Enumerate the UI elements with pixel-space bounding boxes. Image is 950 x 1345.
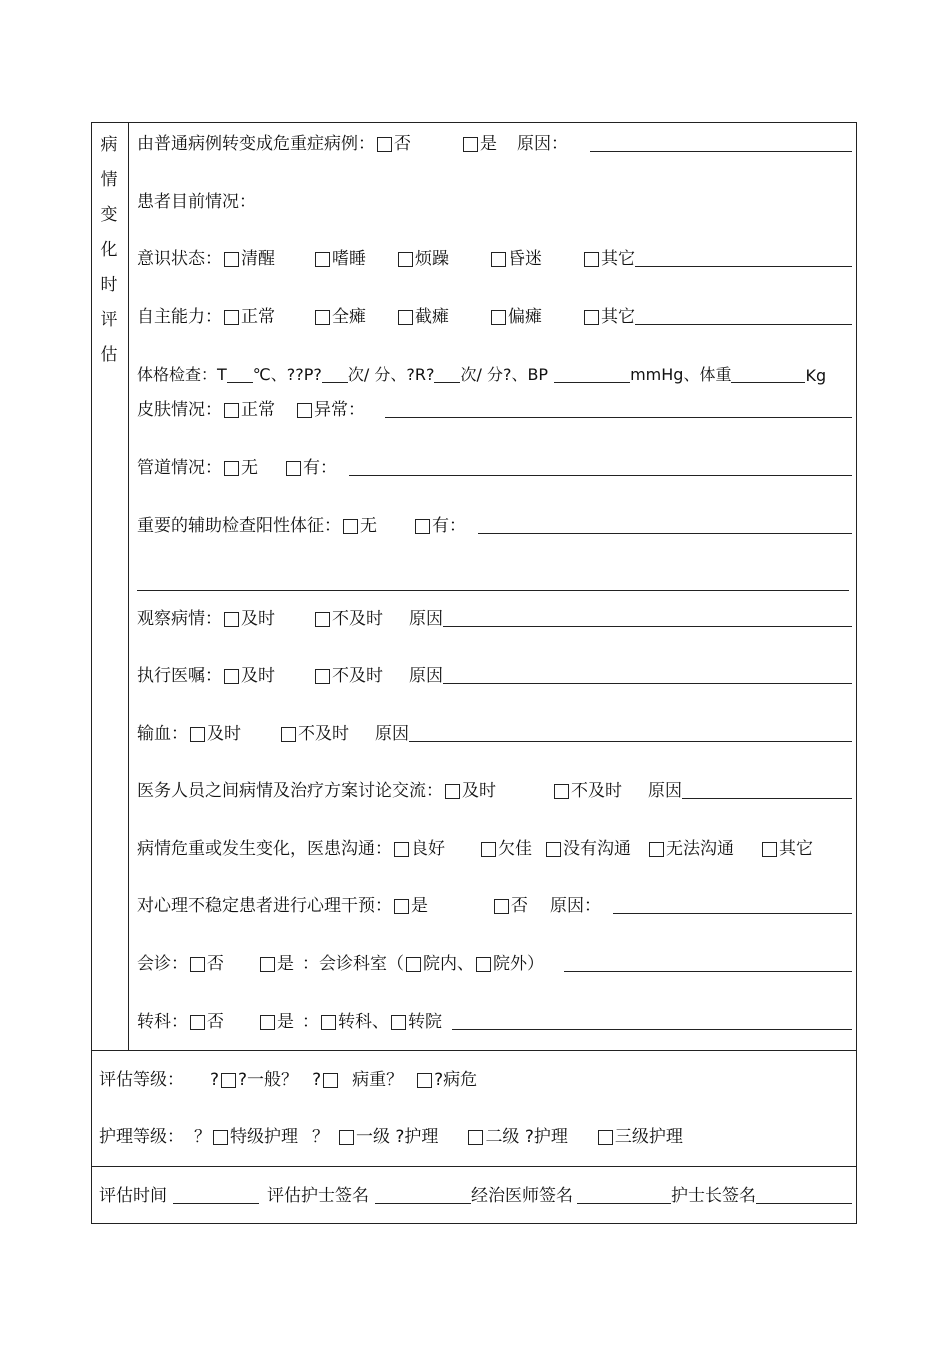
reason-input[interactable]: [613, 912, 852, 914]
head-nurse-signature-label: 护士长签名: [671, 1186, 756, 1206]
option-label: 三级护理: [614, 1127, 683, 1147]
unit-label: Kg: [805, 366, 827, 385]
pulse-input[interactable]: [322, 381, 348, 383]
checkbox[interactable]: [394, 899, 409, 914]
row-skin: [137, 396, 852, 420]
column-divider: [128, 122, 129, 1051]
option-label: 及时: [462, 781, 496, 801]
option-label: ?一般？: [238, 1070, 299, 1090]
row-label: 护理等级：: [99, 1127, 184, 1147]
consult-dept-label: ：会诊科室（: [302, 954, 404, 974]
doctor-signature-input[interactable]: [577, 1202, 671, 1204]
row-discussion: [137, 777, 852, 801]
option-label: 无法沟通: [666, 839, 734, 859]
row-assessment-level: [99, 1066, 852, 1090]
option-label: 正常: [241, 307, 275, 327]
option-label: 转院: [408, 1012, 442, 1032]
checkbox[interactable]: [476, 957, 491, 972]
option-label: 是: [277, 1012, 294, 1032]
divider-2: [91, 1166, 857, 1167]
option-label: 及时: [241, 609, 275, 629]
option-label: 不及时: [298, 724, 349, 744]
title-char: 时: [100, 275, 118, 295]
row-label: 管道情况：: [137, 458, 222, 478]
option-label: 其它: [779, 839, 813, 859]
row-label: 皮肤情况：: [137, 400, 222, 420]
checkbox[interactable]: [398, 252, 413, 267]
row-transfusion: [137, 720, 852, 744]
checkbox[interactable]: [224, 403, 239, 418]
checkbox[interactable]: [584, 252, 599, 267]
option-label: 及时: [241, 666, 275, 686]
checkbox[interactable]: [315, 669, 330, 684]
checkbox[interactable]: [339, 1130, 354, 1145]
checkbox[interactable]: [281, 727, 296, 742]
option-label: 不及时: [332, 666, 383, 686]
option-label: 二级 ?护理: [485, 1127, 568, 1147]
unit-label: 次/ 分、?R?: [347, 365, 435, 384]
checkbox[interactable]: [315, 252, 330, 267]
checkbox[interactable]: [224, 612, 239, 627]
checkbox[interactable]: [415, 519, 430, 534]
option-label: 否: [207, 954, 224, 974]
temperature-input[interactable]: [227, 381, 253, 383]
reason-input[interactable]: [682, 797, 852, 799]
row-signatures: [99, 1182, 852, 1206]
checkbox[interactable]: [343, 519, 358, 534]
symbol: ?: [210, 1070, 220, 1090]
unit-label: mmHg、体重: [630, 365, 732, 384]
checkbox[interactable]: [224, 252, 239, 267]
row-label: 评估等级：: [99, 1070, 184, 1090]
checkbox[interactable]: [598, 1130, 613, 1145]
nurse-signature-input[interactable]: [375, 1202, 471, 1204]
option-label: 院内、: [423, 954, 474, 974]
vertical-title: [95, 128, 123, 373]
option-label: 昏迷: [508, 249, 542, 269]
option-label: 截瘫: [415, 307, 449, 327]
assessment-time-label: 评估时间: [99, 1186, 167, 1206]
checkbox[interactable]: [649, 842, 664, 857]
row-psychological: [137, 892, 852, 916]
option-label: 烦躁: [415, 249, 449, 269]
checkbox[interactable]: [224, 461, 239, 476]
skin-abnormal-input[interactable]: [385, 416, 852, 418]
option-label: 欠佳: [498, 839, 532, 859]
row-label: 执行医嘱：: [137, 666, 222, 686]
option-label: 嗜睡: [332, 249, 366, 269]
symbol: ?: [312, 1070, 322, 1090]
consult-dept-input[interactable]: [564, 970, 852, 972]
checkbox[interactable]: [377, 137, 392, 152]
row-label: 病情危重或发生变化，医患沟通：: [137, 839, 392, 859]
row-autonomy: [137, 303, 852, 327]
option-label: 是: [411, 896, 428, 916]
transfer-sep: ：: [302, 1012, 319, 1032]
row-label: 由普通病例转变成危重症病例：: [137, 134, 375, 154]
checkbox[interactable]: [394, 842, 409, 857]
checkbox[interactable]: [481, 842, 496, 857]
row-label: 观察病情：: [137, 609, 222, 629]
checkbox[interactable]: [221, 1073, 236, 1088]
reason-label: 原因: [648, 781, 682, 801]
row-current-status: [137, 188, 852, 212]
transfer-input[interactable]: [452, 1028, 852, 1030]
option-label: 其它: [601, 307, 635, 327]
assessment-time-input[interactable]: [173, 1202, 259, 1204]
doctor-signature-label: 经治医师签名: [471, 1186, 573, 1206]
checkbox[interactable]: [491, 252, 506, 267]
option-label: 是: [480, 134, 497, 154]
row-label: 重要的辅助检查阳性体征：: [137, 516, 341, 536]
weight-input[interactable]: [731, 381, 805, 383]
checkbox[interactable]: [584, 310, 599, 325]
reason-label: 原因: [375, 724, 409, 744]
row-physical-exam: [137, 361, 860, 385]
row-observation: [137, 605, 852, 629]
row-label: 转科：: [137, 1012, 188, 1032]
option-label: 否: [511, 896, 528, 916]
checkbox[interactable]: [406, 957, 421, 972]
unit-label: ℃、??P?: [252, 365, 322, 384]
checkbox[interactable]: [546, 842, 561, 857]
checkbox[interactable]: [297, 403, 312, 418]
checkbox[interactable]: [190, 727, 205, 742]
row-positive-signs: [137, 512, 852, 536]
row-consciousness: [137, 245, 852, 269]
option-label: 全瘫: [332, 307, 366, 327]
positive-signs-line-2[interactable]: [137, 590, 849, 591]
head-nurse-signature-input[interactable]: [756, 1202, 852, 1204]
checkbox[interactable]: [315, 310, 330, 325]
reason-label: 原因：: [517, 134, 568, 154]
row-orders: [137, 662, 852, 686]
other-input[interactable]: [635, 265, 852, 267]
reason-input[interactable]: [443, 625, 852, 627]
option-label: 否: [394, 134, 411, 154]
row-label: 自主能力：: [137, 307, 222, 327]
checkbox[interactable]: [321, 1015, 336, 1030]
option-label: 及时: [207, 724, 241, 744]
row-label: 体格检查：T: [137, 365, 227, 384]
row-tubes: [137, 454, 852, 478]
option-label: 院外）: [493, 954, 544, 974]
option-label: 特级护理: [230, 1127, 298, 1147]
row-critical-transition: [137, 130, 852, 154]
checkbox[interactable]: [315, 612, 330, 627]
checkbox[interactable]: [190, 1015, 205, 1030]
respiration-input[interactable]: [434, 381, 460, 383]
row-label: 会诊：: [137, 954, 188, 974]
positive-signs-input[interactable]: [478, 532, 852, 534]
row-label: 患者目前情况：: [137, 192, 256, 212]
checkbox[interactable]: [417, 1073, 432, 1088]
tubes-input[interactable]: [349, 474, 852, 476]
title-char: 变: [100, 205, 118, 225]
option-label: 无: [360, 516, 377, 536]
checkbox[interactable]: [491, 310, 506, 325]
checkbox[interactable]: [224, 669, 239, 684]
option-label: 其它: [601, 249, 635, 269]
title-char: 情: [100, 170, 118, 190]
bp-input[interactable]: [554, 381, 630, 383]
title-char: 估: [100, 345, 118, 365]
title-char: 化: [100, 240, 118, 260]
reason-input[interactable]: [443, 682, 852, 684]
reason-label: 原因：: [550, 896, 601, 916]
checkbox[interactable]: [190, 957, 205, 972]
option-label: 无: [241, 458, 258, 478]
checkbox[interactable]: [463, 137, 478, 152]
option-label: 清醒: [241, 249, 275, 269]
option-label: 转科、: [338, 1012, 389, 1032]
checkbox[interactable]: [494, 899, 509, 914]
checkbox[interactable]: [445, 784, 460, 799]
row-label: 对心理不稳定患者进行心理干预：: [137, 896, 392, 916]
option-label: 病重？: [352, 1070, 404, 1090]
checkbox[interactable]: [224, 310, 239, 325]
checkbox[interactable]: [260, 957, 275, 972]
other-input[interactable]: [635, 323, 852, 325]
checkbox[interactable]: [213, 1130, 228, 1145]
option-label: 有：: [303, 458, 337, 478]
row-label: 输血：: [137, 724, 188, 744]
checkbox[interactable]: [323, 1073, 338, 1088]
option-label: 是: [277, 954, 294, 974]
nurse-signature-label: 评估护士签名: [267, 1186, 369, 1206]
symbol: ？: [312, 1127, 329, 1147]
reason-label: 原因: [409, 666, 443, 686]
option-label: 良好: [411, 839, 445, 859]
row-transfer: [137, 1008, 852, 1032]
row-label: 医务人员之间病情及治疗方案讨论交流：: [137, 781, 443, 801]
row-communication: [137, 835, 852, 859]
option-label: 正常: [241, 400, 275, 420]
unit-label: 次/ 分?、BP: [460, 365, 549, 384]
option-label: 不及时: [571, 781, 622, 801]
option-label: 有：: [432, 516, 466, 536]
title-char: 病: [100, 135, 118, 155]
row-label: 意识状态：: [137, 249, 222, 269]
option-label: 不及时: [332, 609, 383, 629]
option-label: ?病危: [434, 1070, 478, 1090]
symbol: ？: [194, 1127, 211, 1147]
reason-input[interactable]: [409, 740, 852, 742]
checkbox[interactable]: [391, 1015, 406, 1030]
row-nursing-level: [99, 1123, 852, 1147]
divider-1: [91, 1050, 857, 1051]
reason-label: 原因: [409, 609, 443, 629]
option-label: 否: [207, 1012, 224, 1032]
checkbox[interactable]: [468, 1130, 483, 1145]
title-char: 评: [100, 310, 118, 330]
checkbox[interactable]: [398, 310, 413, 325]
option-label: 异常：: [314, 400, 365, 420]
checkbox[interactable]: [260, 1015, 275, 1030]
checkbox[interactable]: [286, 461, 301, 476]
option-label: 没有沟通: [563, 839, 631, 859]
checkbox[interactable]: [554, 784, 569, 799]
checkbox[interactable]: [762, 842, 777, 857]
option-label: 偏瘫: [508, 307, 542, 327]
row-consultation: [137, 950, 852, 974]
reason-input[interactable]: [590, 150, 852, 152]
option-label: 一级 ?护理: [356, 1127, 439, 1147]
